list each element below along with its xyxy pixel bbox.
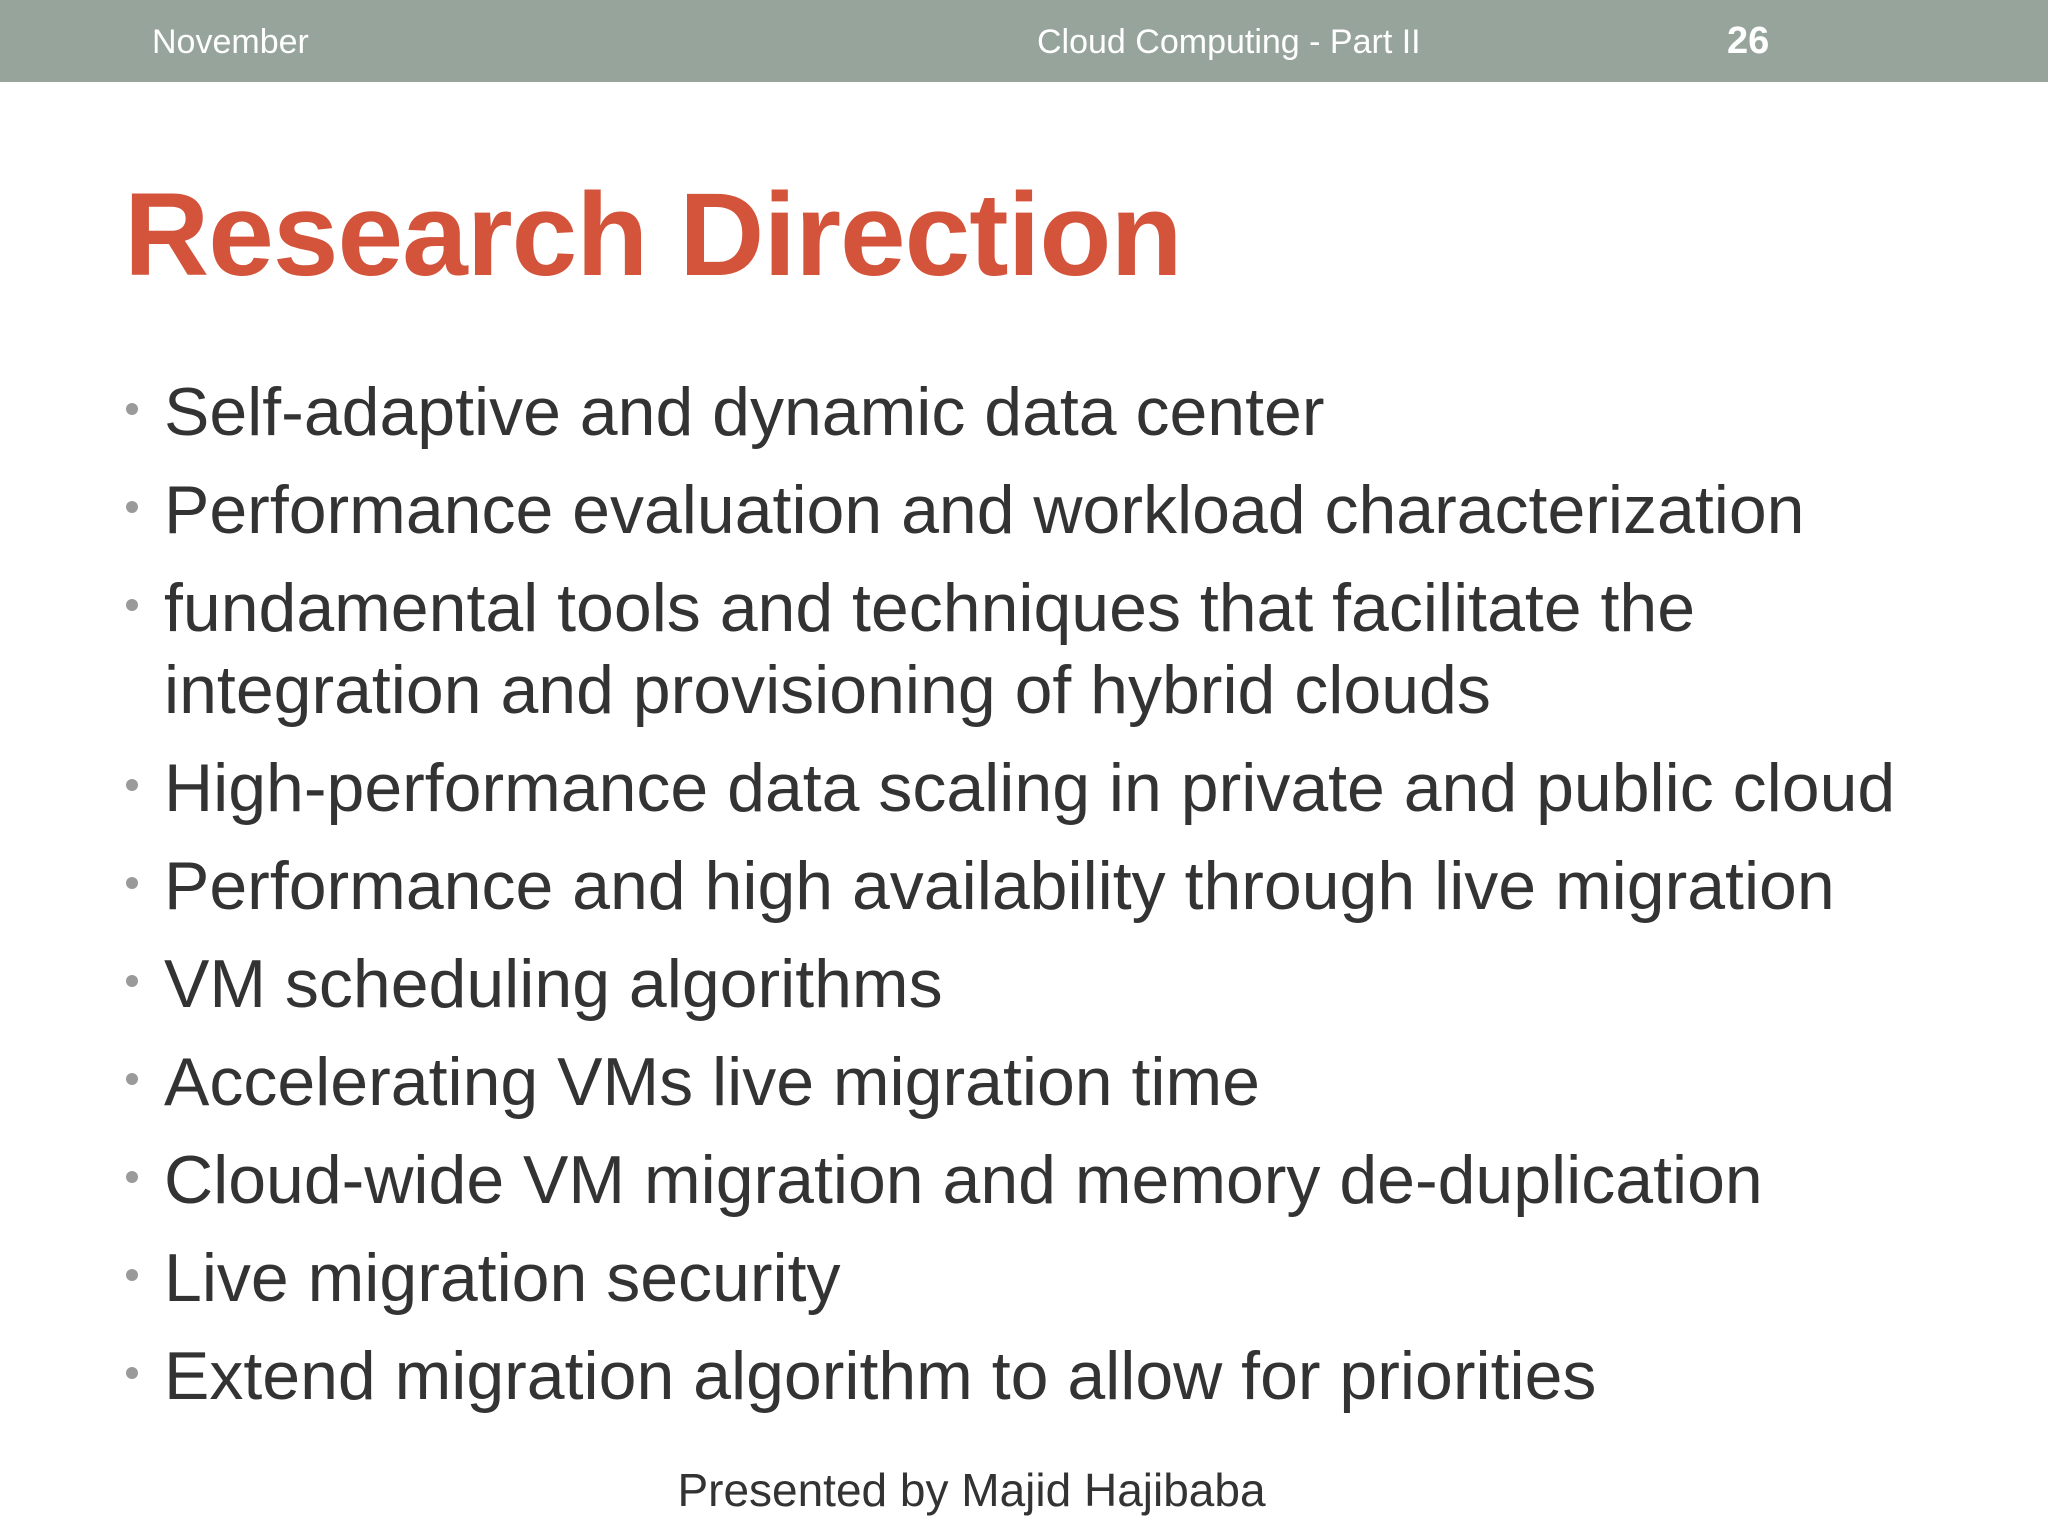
bullet-item (118, 747, 1988, 829)
bullet-dot-icon (126, 975, 138, 987)
bullet-text: Cloud-wide VM migration and memory de-duplication (164, 1142, 1763, 1218)
bullet-item (118, 1237, 1988, 1319)
bullet-item (118, 567, 1988, 731)
bullet-item (118, 845, 1988, 927)
bullet-dot-icon (126, 779, 138, 791)
bullet-dot-icon (126, 877, 138, 889)
bullet-dot-icon (126, 1171, 138, 1183)
presenter-footer: Presented by Majid Hajibaba (677, 1464, 1266, 1516)
slide-title: Research Direction (124, 169, 1182, 301)
bullet-item (118, 1041, 1988, 1123)
bullet-text: Performance evaluation and workload characterization (164, 472, 1805, 548)
header-bar (0, 0, 2048, 82)
bullet-dot-icon (126, 1073, 138, 1085)
bullet-item (118, 1139, 1988, 1221)
bullet-text: High-performance data scaling in private and public cloud (164, 750, 1896, 826)
bullet-dot-icon (126, 501, 138, 513)
bullet-text: Self-adaptive and dynamic data center (164, 374, 1325, 450)
bullet-text: Performance and high availability through live migration (164, 848, 1835, 924)
header-course-title: Cloud Computing - Part II (1037, 23, 1421, 61)
bullet-text: Accelerating VMs live migration time (164, 1044, 1260, 1120)
bullet-text: VM scheduling algorithms (164, 946, 943, 1022)
bullet-dot-icon (126, 1367, 138, 1379)
bullet-item (118, 469, 1988, 551)
bullet-list (118, 371, 1988, 1433)
bullet-text: Extend migration algorithm to allow for priorities (164, 1338, 1597, 1414)
bullet-item (118, 371, 1988, 453)
bullet-dot-icon (126, 599, 138, 611)
bullet-text: Live migration security (164, 1240, 841, 1316)
bullet-item (118, 1335, 1988, 1417)
header-date: November (152, 23, 309, 61)
bullet-text: fundamental tools and techniques that facilitate the integration and provisioning of hybrid clouds (164, 570, 1696, 728)
bullet-item (118, 943, 1988, 1025)
bullet-dot-icon (126, 403, 138, 415)
bullet-dot-icon (126, 1269, 138, 1281)
slide-page-number: 26 (1727, 20, 1770, 62)
